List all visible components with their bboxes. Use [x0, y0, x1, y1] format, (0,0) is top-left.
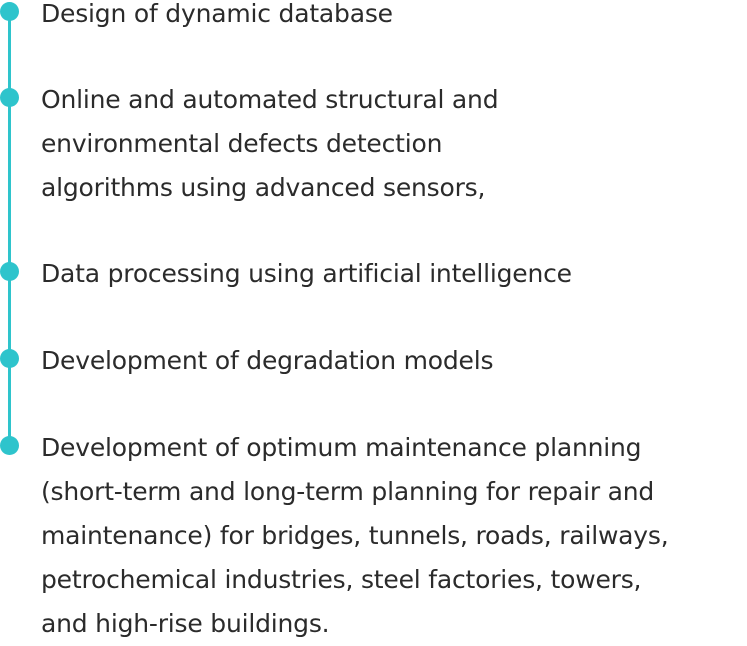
timeline-item-text: Data processing using artificial intelligence	[41, 259, 572, 288]
timeline-item-text: Online and automated structural and environmental defects detection algorithms using advanced sensors,	[41, 85, 499, 202]
timeline-item-text: Development of optimum maintenance planning (short-term and long-term planning for repair and maintenance) for bridges, tunnels, roads, railways, petrochemical industries, steel factories, towers, and high-rise buildings.	[41, 433, 669, 638]
timeline-item-text: Development of degradation models	[41, 346, 494, 375]
timeline-dot-icon	[0, 88, 19, 107]
timeline-dot-icon	[0, 349, 19, 368]
timeline-dot-icon	[0, 436, 19, 455]
timeline-line	[8, 10, 11, 446]
timeline-item-text: Design of dynamic database	[41, 0, 393, 28]
timeline-dot-icon	[0, 2, 19, 21]
timeline-dot-icon	[0, 262, 19, 281]
